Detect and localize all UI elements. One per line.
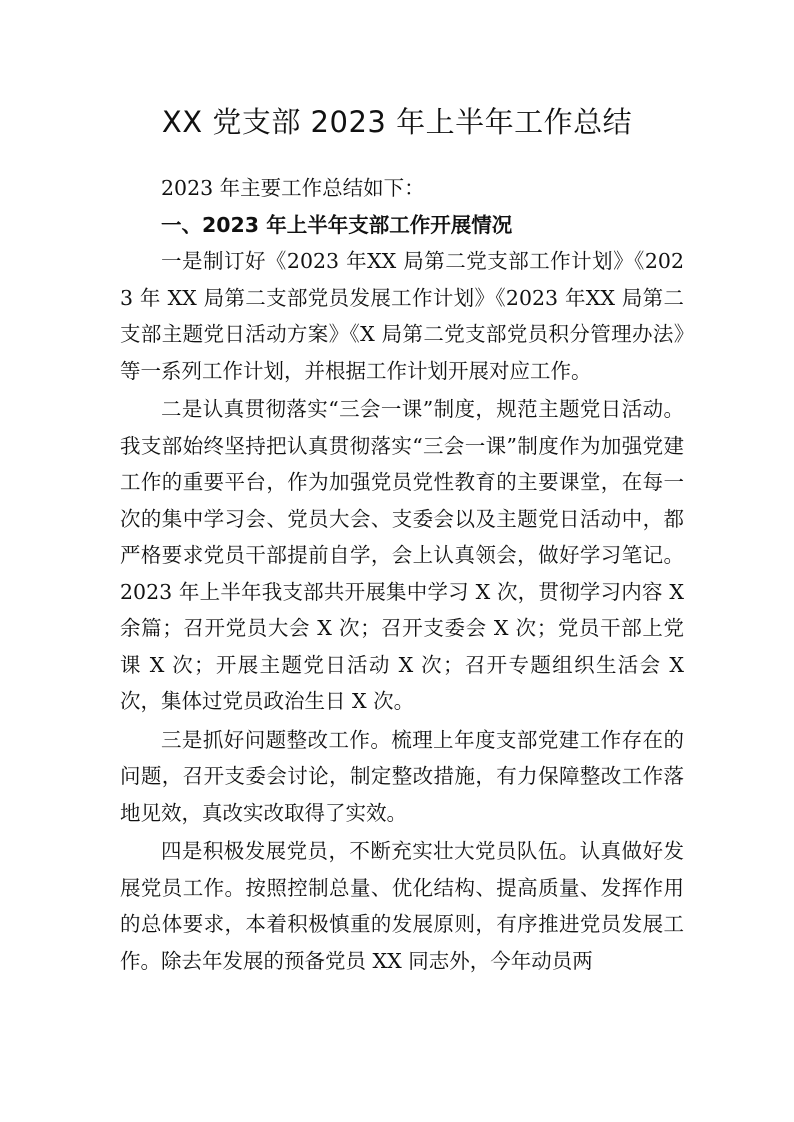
document-title: XX 党支部 2023 年上半年工作总结 — [161, 105, 633, 139]
paragraph-2: 二是认真贯彻落实“三会一课”制度，规范主题党日活动。我支部始终坚持把认真贯彻落实“三会一课”制度作为加强党建工作的重要平台，作为加强党员党性教育的主要课堂，在每一次的集中学习会、党员大会、支委会以及主题党日活动中，都严格要求党员干部提前自学，会上认真领会，做好学习笔记。2023 年上半年我支部共开展集中学习 X 次，贯彻学习内容 X 余篇；召开党员大会 X 次；召开支委会 X 次；党员干部上党课 X 次；开展主题党日活动 X 次；召开专题组织生活会 X 次，集体过党员政治生日 X 次。 — [120, 397, 684, 713]
section-heading: 一、2023 年上半年支部工作开展情况 — [161, 212, 513, 237]
paragraph-4: 四是积极发展党员，不断充实壮大党员队伍。认真做好发展党员工作。按照控制总量、优化结构、提高质量、发挥作用的总体要求，本着积极慎重的发展原则，有序推进党员发展工作。除去年发展的预备党员 XX 同志外，今年动员两 — [120, 839, 684, 973]
paragraph-1: 一是制订好《2023 年XX 局第二党支部工作计划》《2023 年 XX 局第二支部党员发展工作计划》《2023 年XX 局第二支部主题党日活动方案》《X 局第二党支部党员积分管理办法》等一系列工作计划，并根据工作计划开展对应工作。 — [120, 249, 684, 383]
paragraph-3: 三是抓好问题整改工作。梳理上年度支部党建工作存在的问题，召开支委会讨论，制定整改措施，有力保障整改工作落地见效，真改实改取得了实效。 — [120, 727, 684, 825]
document-body — [120, 170, 684, 979]
intro-paragraph: 2023 年主要工作总结如下： — [161, 176, 425, 200]
